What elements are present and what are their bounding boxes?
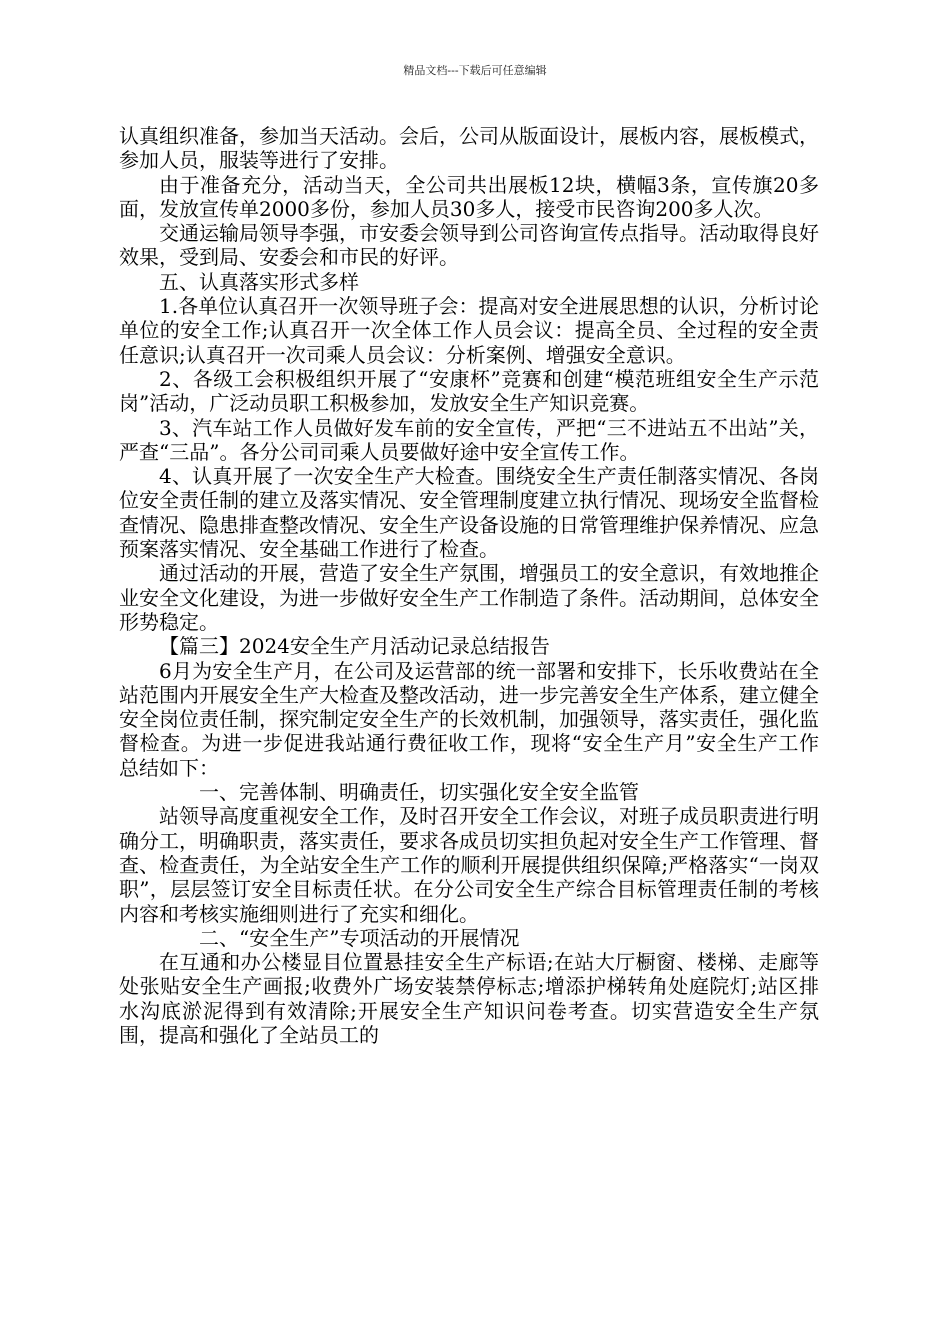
paragraph: 6月为安全生产月，在公司及运营部的统一部署和安排下，长乐收费站在全站范围内开展安全生产大检查及整改活动，进一步完善安全生产体系，建立健全安全岗位责任制，探究制定安全生产的长效机制，加强领导，落实责任，强化监督检查。为进一步促进我站通行费征收工作，现将“安全生产月”安全生产工作总结如下： bbox=[119, 658, 819, 780]
paragraph: 通过活动的开展，营造了安全生产氛围，增强员工的安全意识，有效地推企业安全文化建设，为进一步做好安全生产工作制造了条件。活动期间，总体安全形势稳定。 bbox=[119, 561, 819, 634]
paragraph: 在互通和办公楼显目位置悬挂安全生产标语;在站大厅橱窗、楼梯、走廊等处张贴安全生产画报;收费外广场安装禁停标志;增添护梯转角处庭院灯;站区排水沟底淤泥得到有效清除;开展安全生产知识问卷考查。切实营造安全生产氛围，提高和强化了全站员工的 bbox=[119, 950, 819, 1047]
paragraph: 2、各级工会积极组织开展了“安康杯”竞赛和创建“模范班组安全生产示范岗”活动，广泛动员职工积极参加，发放安全生产知识竞赛。 bbox=[119, 366, 819, 416]
paragraph: 由于准备充分，活动当天，全公司共出展板12块，横幅3条，宣传旗20多面，发放宣传单2000多份，参加人员30多人，接受市民咨询200多人次。 bbox=[119, 172, 819, 221]
paragraph: 1.各单位认真召开一次领导班子会：提高对安全进展思想的认识，分析讨论单位的安全工作;认真召开一次全体工作人员会议：提高全员、全过程的安全责任意识;认真召开一次司乘人员会议：分析案例、增强安全意识。 bbox=[119, 294, 819, 367]
section-heading: 二、“安全生产”专项活动的开展情况 bbox=[199, 925, 520, 950]
section-heading: 五、认真落实形式多样 bbox=[159, 269, 359, 294]
document-body bbox=[119, 124, 819, 1047]
paragraph: 交通运输局领导李强，市安委会领导到公司咨询宣传点指导。活动取得良好效果，受到局、安委会和市民的好评。 bbox=[119, 221, 819, 270]
section-heading: 一、完善体制、明确责任，切实强化安全安全监管 bbox=[199, 780, 639, 805]
page-header: 精品文档---下载后可任意编辑 bbox=[403, 64, 547, 77]
paragraph: 4、认真开展了一次安全生产大检查。围绕安全生产责任制落实情况、各岗位安全责任制的建立及落实情况、安全管理制度建立执行情况、现场安全监督检查情况、隐患排查整改情况、安全生产设备设施的日常管理维护保养情况、应急预案落实情况、安全基础工作进行了检查。 bbox=[119, 464, 819, 562]
paragraph: 认真组织准备，参加当天活动。会后，公司从版面设计，展板内容，展板模式，参加人员，服装等进行了安排。 bbox=[119, 124, 819, 173]
paragraph: 3、汽车站工作人员做好发车前的安全宣传，严把“三不进站五不出站”关，严查“三品”。各分公司司乘人员要做好途中安全宣传工作。 bbox=[119, 415, 819, 464]
article-title: 【篇三】2024安全生产月活动记录总结报告 bbox=[159, 634, 550, 659]
paragraph: 站领导高度重视安全工作，及时召开安全工作会议，对班子成员职责进行明确分工，明确职责，落实责任，要求各成员切实担负起对安全生产工作管理、督查、检查责任，为全站安全生产工作的顺利开展提供组织保障;严格落实“一岗双职”，层层签订安全目标责任状。在分公司安全生产综合目标管理责任制的考核内容和考核实施细则进行了充实和细化。 bbox=[119, 804, 819, 926]
